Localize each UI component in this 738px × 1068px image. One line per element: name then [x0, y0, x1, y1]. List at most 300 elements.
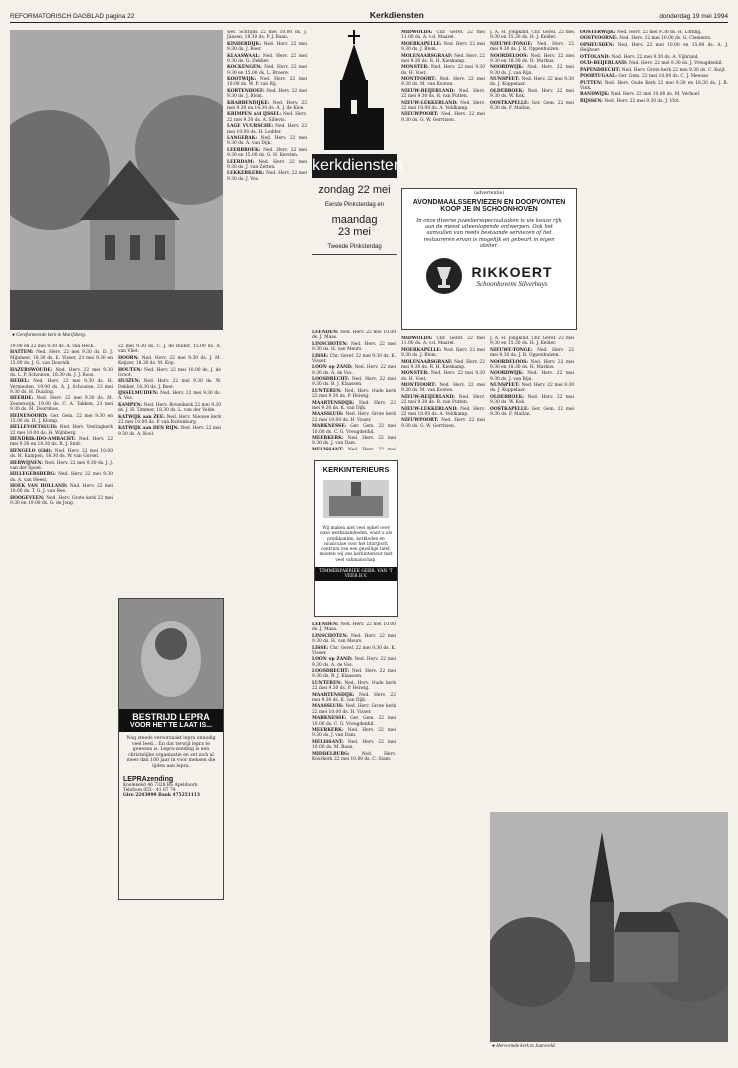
service-entry	[312, 716, 396, 727]
place-name: NUNSPEET:	[490, 77, 522, 83]
place-name: MARKNESSE:	[312, 424, 351, 430]
service-entry	[401, 54, 485, 65]
service-text: Ned. Herv. Grote kerk 22 mei 10.00 ds. H. Visser.	[312, 704, 396, 715]
service-text: Ned. Herv. Grote kerk 22 mei 9.30 en 19.00 ds. G. de Jong.	[10, 495, 113, 507]
place-name: MOLENAARSGRAAF:	[401, 53, 455, 59]
service-entry	[401, 383, 485, 394]
service-entry	[490, 101, 574, 112]
service-entry	[118, 403, 221, 414]
service-text: Ned. Herv. Oude kerk 22 mei 9.30 ds. P. Heiwig.	[312, 388, 396, 400]
place-name: LOOSDRECHT:	[312, 669, 352, 675]
service-text: Ned. Herv. 22 mei 9.30 ds. R. H. Kieskamp.	[401, 359, 485, 370]
service-entry	[490, 407, 574, 418]
service-text: Ned. Herv. 22 mei 9.30 ds. H. van Meurs.	[312, 633, 396, 645]
service-entry	[10, 472, 113, 483]
service-entry	[312, 401, 396, 412]
service-entry	[401, 336, 485, 347]
service-entry	[227, 171, 307, 182]
place-name: MAASSLUIS:	[312, 704, 346, 710]
place-name: MARKNESSE:	[312, 716, 351, 722]
place-name: HELLEVOETSLUIS:	[10, 425, 60, 431]
place-name: IJSSELMUIDEN:	[118, 391, 161, 397]
place-name: PAPENDRECHT:	[580, 67, 622, 73]
child-photo	[119, 599, 223, 709]
place-name: OUD-BEIJERLAND:	[580, 61, 630, 67]
place-name: LANGERAK:	[227, 136, 261, 142]
service-text: Ned. Herv. 22 mei 9.30 ds. H. Vermeulen, 19.00 ds. A. J. Schouten, 23 mei 9.30 ds. H. Duizing.	[10, 379, 113, 395]
kerkdiensten-title: kerkdiensten	[312, 154, 397, 178]
service-entry	[10, 437, 113, 448]
service-text: Ned. Herv. 22 mei 10.00 ds. H. Lodder.	[227, 124, 307, 135]
place-name: NIEUW-LEKKERLAND:	[401, 100, 461, 106]
service-text: Ned. Herv. Vestingkerk 22 mei 10.00 ds. H. Wijnberg.	[10, 425, 113, 436]
place-name: NOORDWIJK:	[490, 65, 528, 71]
service-text: Chr. Geref. 22 mei 9.30 ds. K. Visser.	[312, 645, 396, 656]
place-name: HAZERSWOUDE:	[10, 367, 56, 373]
place-name: LEERDAM:	[227, 159, 259, 165]
service-text: Ger. Gem. 22 mei 9.30 en 15.00 ds. H. J. Klomp.	[10, 413, 113, 424]
service-text: Ned. Herv. 22 mei 9.30 ds. J. J. van der Spoel.	[10, 460, 113, 471]
service-text: Ned. Herv. 22 mei 9.30 ds. H. van Meurs.	[312, 341, 396, 353]
place-name: LEKKERKERK:	[227, 171, 267, 177]
service-entry	[10, 344, 113, 349]
service-date-2: 23 mei	[337, 226, 372, 238]
service-entry	[401, 89, 485, 100]
service-text: Ned. Herv. 22 mei 10.00 en 15.00 ds. A. J. Heijboer.	[580, 42, 728, 54]
place-name: NIEUWE-TONGE:	[490, 41, 538, 47]
service-entry	[401, 395, 485, 406]
service-entry	[312, 436, 396, 447]
photo-caption-2: ● Hervormde kerk te Jaarsveld.	[492, 1044, 556, 1049]
service-text: Ned. Herv. 22 mei 9.30 ds. J. R. Oppenhuizen.	[490, 41, 574, 53]
lepra-banner-1: BESTRIJD LEPRA	[132, 712, 210, 722]
service-entry	[312, 646, 396, 657]
service-text: Ned. Herv. 22 mei 9.30 ds. W. Kok.	[490, 88, 574, 100]
place-name: NUNSPEET:	[490, 383, 522, 389]
service-entry	[312, 634, 396, 645]
service-entry	[490, 348, 574, 359]
service-text: Ned. Herv. 22 mei 9.30 ds. J. Blom.	[401, 41, 485, 53]
service-entry	[312, 330, 396, 341]
service-entry	[490, 42, 574, 53]
service-entry	[227, 148, 307, 159]
service-entry	[401, 360, 485, 371]
service-entry	[10, 414, 113, 425]
place-name: NIEUWPOORT:	[401, 418, 442, 424]
service-entry	[312, 342, 396, 353]
service-entry	[227, 101, 307, 112]
service-text: Ned. Herv. 22 mei 9.30 en 15.00 ds. L. Broere.	[227, 65, 307, 76]
place-name: MAARTENSDIJK:	[312, 400, 359, 406]
place-name: KATWIJK aan ZEE:	[118, 414, 167, 420]
place-name: POORTUGAAL:	[580, 74, 619, 80]
service-text: Ned. Herv. 22 mei 9.30 en 18.30 ds. H. Markus.	[490, 359, 574, 370]
place-name: MEERKERK:	[312, 728, 348, 734]
place-name: RANDWIJK:	[580, 92, 611, 98]
service-entry	[227, 112, 307, 123]
place-name: LISSE:	[312, 353, 330, 359]
place-name: HEDEL:	[10, 379, 34, 385]
column-5-lower	[401, 336, 485, 1051]
place-name: KORTENHOEF:	[227, 88, 267, 94]
header-left: REFORMATORISCH DAGBLAD pagina 22	[10, 13, 135, 20]
kerkdiensten-header	[312, 30, 403, 320]
service-text: Ned. Herv. 22 mei 9.30 ds. G. W. Gerritsen.	[401, 418, 485, 429]
service-text: 19.00 en 22 mei 9.30 ds. A. van Heck.	[10, 344, 95, 349]
place-name: NIEUWPOORT:	[401, 112, 442, 118]
place-name: OOSTERWIJK:	[580, 30, 618, 35]
service-entry	[490, 371, 574, 382]
service-text: Ned. Herv. 22 mei 9.30 ds. H. Voet.	[401, 65, 485, 76]
service-text: Ned. Herv. 22 mei 9.30 ds. J. van Dam.	[312, 728, 396, 739]
service-entry	[312, 704, 396, 715]
service-text: Ned. Herv. 22 mei 9.30 ds. A. de Vos.	[312, 365, 396, 376]
place-name: NIEUW-BEIJERLAND:	[401, 88, 459, 94]
service-entry	[490, 336, 574, 347]
service-entry	[312, 693, 396, 704]
service-text: Ned. Herv. 22 mei 9.30 ds. K. van Dijk.	[312, 400, 396, 411]
service-text: Ned. Herv. 22 mei 9.30 ds. J. van Dam.	[312, 436, 396, 447]
service-text: Ned. Herv. Nieuwe kerk 22 mei 10.00 ds. P. van Ruitenburg.	[118, 414, 221, 425]
lepra-banner-2: VOOR HET TE LAAT IS...	[130, 722, 212, 729]
service-entry	[118, 368, 221, 379]
place-name: LUNTEREN:	[312, 680, 345, 686]
service-entry	[580, 92, 728, 97]
place-name: RIJSSEN:	[580, 98, 605, 104]
service-entry	[118, 426, 221, 437]
place-name	[312, 448, 348, 450]
place-name: HOUTEN:	[118, 367, 144, 373]
service-entry	[10, 496, 113, 507]
lepra-phone: Telefoon 055 - 41 67 74	[123, 787, 176, 793]
service-text: Ned. Herv. 22 mei 9.30 ds. J. M. Keijzer, 18.30 ds. M. Kop.	[118, 355, 221, 367]
service-text: J. A. H. Jongkind, Chr. Geref. 22 mei 9.30 en 15.30 ds. H. J. Kelder.	[490, 336, 574, 347]
place-name: NIEUW-LEKKERLAND:	[401, 406, 461, 412]
service-text: Chr. Geref. 22 mei 9.30 ds. K. Visser.	[312, 353, 396, 364]
service-entry	[401, 371, 485, 382]
service-text: Ned. Herv. Grote kerk 22 mei 10.00 ds. H. Visser.	[312, 412, 396, 423]
service-text: J. A. H. Jongkind, Chr. Geref. 22 mei 9.30 en 15.30 ds. H. J. Kelder.	[490, 30, 574, 41]
service-text: Ger. Gem. 22 mei 9.30 ds. F. Mallan.	[490, 100, 574, 111]
rikkoert-title: AVONDMAALSSERVIEZEN EN DOOPVONTEN KOOP JE IN SCHOONHOVEN	[412, 199, 566, 213]
service-text: Ned. Herv. 22 mei 10.00 ds. T. G. J. van Ree.	[10, 484, 113, 495]
service-text: Ned. Herv. 22 mei 9.30 ds. A. Kool.	[118, 426, 221, 437]
place-name: LEERBROEK:	[227, 147, 264, 153]
service-entry	[227, 136, 307, 147]
service-entry	[312, 622, 396, 633]
service-text: Ger. Gem. 22 mei 10.00 ds. C. G. Vreugdenhil.	[312, 424, 396, 435]
service-text: Ned. Herv. 22 mei 9.30 ds. R. van Putten.	[401, 394, 485, 406]
service-entry	[312, 389, 396, 400]
service-text: Ned. Herv. 22 mei 9.30 ds. L. P. Schouten, 18.30 ds. J. J. Roos.	[10, 367, 113, 378]
service-entry	[227, 54, 307, 65]
place-name: KAMPEN:	[118, 402, 144, 408]
service-text: Ned. Herv. 22 mei 9.30 ds. M. van Kooten.	[401, 383, 485, 394]
service-entry	[401, 418, 485, 429]
chalice-icon	[425, 257, 463, 295]
service-text: Ned. Herv. 22 mei 9.30 ds. H. Voet.	[401, 371, 485, 382]
service-text: Ned. Herv. 22 mei 9.30 en 14.30 ds. A. J. de Kloe.	[227, 100, 307, 111]
service-entry	[490, 360, 574, 371]
service-entry	[312, 752, 396, 763]
service-entry	[490, 65, 574, 76]
service-text: Ned. Herv. 22 mei 9.30 ds. M. van Kooten.	[401, 77, 485, 88]
place-name: KRABBENDIJKE:	[227, 100, 273, 106]
service-entry	[490, 30, 574, 41]
service-entry	[118, 344, 221, 355]
kerkinterieurs-title: KERKINTERIEURS	[322, 465, 390, 474]
service-text: Ned. Herv. 22 mei 9.30 ds. J. Blom.	[401, 347, 485, 359]
maandag: maandag	[331, 214, 378, 226]
service-text: Chr. Geref. 22 mei 11.00 ds. A. v.d. Maarel.	[401, 336, 485, 347]
service-entry	[401, 112, 485, 123]
service-text: Ned. Herv. 22 mei 10.00 ds. H. Kampen, 18.30 ds. W. van Gorsel.	[10, 448, 113, 460]
service-entry	[227, 65, 307, 76]
lepra-address: Koolenesd 46 7328 BS Apeldoorn	[123, 782, 198, 788]
service-text: Ned. Herv. 22 mei 9.30 en 18.30 ds. H. Markus.	[490, 53, 574, 64]
service-entry	[118, 379, 221, 390]
service-entry	[312, 728, 396, 739]
service-text: Ned. Herv. 22 mei 10.00 ds. M. Verhoef.	[610, 92, 701, 98]
service-entry	[10, 379, 113, 395]
service-entry	[10, 449, 113, 460]
place-name: HERWIJNEN:	[10, 460, 45, 466]
service-entry	[227, 89, 307, 100]
service-entry	[118, 356, 221, 367]
service-text: Ned. Herv. 22 mei 10.00 ds. W. P. van Rij.	[227, 77, 307, 88]
service-text: Ned. Herv. Oude Kerk 22 mei 9.30 en 18.30 ds. J. B. Vink.	[580, 80, 728, 91]
service-text: Ger. Gem. 22 mei 10.00 ds. C. G. Vreugdenhil.	[312, 716, 396, 727]
service-text: Ned. Herv. 22 mei 9.30 ds. M. Zeelenwijk, 19.00 ds. C. A. Takken, 23 mei 9.30 ds. M. Doornbos.	[10, 396, 113, 413]
service-date: zondag 22 mei	[318, 184, 391, 196]
service-text: Ned. Herv. 22 mei 9.30 en 18.30 ds. R. J. Smit.	[10, 437, 113, 448]
place-name: LEENDEN:	[312, 622, 341, 627]
service-text: Ger. Gem. 22 mei 9.30 ds. F. Mallan.	[490, 406, 574, 417]
place-name: NOORDWIJK:	[490, 371, 528, 377]
service-entry	[580, 99, 728, 104]
service-text: Ned. Herv. 22 mei 9.30 ds. R. H. Kieskamp.	[401, 53, 485, 64]
place-name: MOERKAPELLE:	[401, 347, 444, 353]
place-name: MAASSLUIS:	[312, 412, 346, 418]
service-text: Ned. Herv. Koorkerk 22 mei 10.00 ds. C. Stam.	[312, 751, 396, 762]
service-text: Ned. Herv. 22 mei 9.30 ds. A. van Heest.	[10, 472, 113, 483]
service-entry	[401, 407, 485, 418]
place-name: MONTFOORT:	[401, 77, 440, 83]
rikkoert-sub: Schoonhovens Silverhuys	[476, 280, 548, 289]
rikkoert-text: In onze diverse juweliersspeciaalzaken is uw keuze rijk aan de meest uiteenlopende ontwerpen. Ook het aanvullen van reeds bestaande serviezen of het restaureren ervan is mogelijk en gebeurt in eigen atelier.	[416, 218, 562, 249]
service-entry	[227, 124, 307, 135]
service-text: Ned. Herv. 22 mei 9.30 ds. J. Vreugdenhil.	[629, 61, 723, 67]
place-name: LINSCHOTEN:	[312, 341, 351, 347]
place-name: MONTFOORT:	[401, 383, 440, 389]
service-text: Ned. Herv. 22 mei 9.30 ds. J. Koppelaar.	[490, 77, 574, 88]
service-entry	[580, 43, 728, 54]
service-text: Ned. Herv. Oude kerk 22 mei 9.30 ds. P. Heiwig.	[312, 680, 396, 692]
place-name: OLDEBROEK:	[490, 394, 528, 400]
service-text: Ned. Herv. 22 mei 9.30 ds. W. Kok.	[490, 394, 574, 406]
service-text: Ned. Herv. 22 mei 9.30 ds. J. Boer.	[227, 41, 307, 53]
place-name: MOERKAPELLE:	[401, 41, 444, 47]
service-entry	[312, 377, 396, 388]
place-name: LEENDEN:	[312, 330, 341, 335]
place-name: HEINENOORD:	[10, 413, 51, 419]
service-text: Ned. Herv. 22 mei 9.30 ds. R. van Putten.	[401, 88, 485, 100]
place-name: KRIMPEN a/d IJSSEL:	[227, 112, 283, 118]
service-entry	[401, 42, 485, 53]
feast-1: Eerste Pinksterdag en	[324, 202, 385, 208]
place-name: MELISSANT:	[312, 739, 348, 745]
column-5	[401, 30, 485, 180]
place-name: MIDWOLDA:	[401, 336, 437, 341]
service-entry	[580, 74, 728, 79]
service-entry	[580, 30, 728, 35]
service-entry	[10, 461, 113, 472]
service-entry	[580, 36, 728, 41]
service-text: Ned. Herv. 22 mei 10.00 ds. A. Veldkamp.	[401, 406, 485, 417]
place-name: LAGE VUURSCHE:	[227, 124, 276, 130]
service-text: Ned. Herv. 22 mei 9.30 ds. A. van Dijk.	[227, 136, 307, 147]
service-entry	[227, 77, 307, 88]
service-entry	[227, 42, 307, 53]
place-name: MIDDELBURG:	[312, 751, 362, 757]
service-entry	[118, 391, 221, 402]
place-name: PUTTEN:	[580, 80, 605, 86]
service-entry	[490, 54, 574, 65]
service-text: Ned. Herv. 22 mei 9.30 ds. G. Dekker.	[227, 53, 307, 64]
service-entry	[312, 412, 396, 423]
service-entry	[312, 448, 396, 450]
service-text: Ned. Herv. 22 mei 9.30 ds. J. Koppelaar.	[490, 383, 574, 394]
place-name: LOON op ZAND:	[312, 365, 355, 371]
service-text: Ned. Herv. 22 mei 9.30 ds. J. van Rijn.	[490, 65, 574, 76]
kerkinterieurs-advertisement	[314, 460, 398, 617]
place-name: HOEK VAN HOLLAND:	[10, 484, 70, 490]
service-text: Ned. Herv. Grote kerk 22 mei 9.30 ds. C. Kuijt.	[621, 67, 727, 73]
service-text: wet. Schrijns 22 mei 10.00 ds. J. Jansen, 18.30 ds. P. J. Baan.	[227, 30, 307, 41]
place-name: MOLENAARSGRAAF:	[401, 359, 455, 365]
place-name: LUNTEREN:	[312, 388, 345, 394]
service-text: Ned. Herv. 22 mei 9.30 en 15.00 ds. G. H. Kersten.	[227, 147, 307, 159]
place-name: MAARTENSDIJK:	[312, 692, 359, 698]
service-entry	[10, 350, 113, 366]
service-text: Ned. Herv. 22 mei 9.30 ds. A. Vos.	[118, 391, 221, 402]
place-name: OLDEBROEK:	[490, 88, 528, 94]
place-name: MIDWOLDA:	[401, 30, 437, 35]
place-name: NIEUW-BEIJERLAND:	[401, 394, 459, 400]
column-1	[10, 344, 113, 1056]
header-section: Kerkdiensten	[369, 10, 424, 20]
kerkinterieurs-footer: TIMMERFABRIEK GEBR. VAN 'T VEER B.V.	[315, 567, 397, 581]
service-text: Ned. Herv. 22 mei 10.00 ds. J. Maas.	[312, 622, 396, 633]
place-name: NIEUWE-TONGE:	[490, 347, 538, 353]
place-name: HOOGEVEEN:	[10, 495, 47, 501]
service-text: Ned. Herv. 22 mei 10.00 ds. G. Clements.	[619, 36, 712, 42]
column-7	[580, 30, 728, 810]
service-entry	[118, 415, 221, 426]
place-name: HOORN:	[118, 355, 142, 361]
service-text: Ned. Herv. 22 mei 10.00 ds. A. Veldkamp.	[401, 100, 485, 111]
place-name: OPHEUSDEN:	[580, 42, 618, 48]
service-text: Ned. Herv. 22 mei 9.30 ds. W. Dekker, 18.30 ds. J. Boer.	[118, 379, 221, 390]
service-entry	[490, 395, 574, 406]
church-photo-1	[10, 30, 223, 330]
feast-2: Tweede Pinksterdag	[312, 244, 397, 255]
lepra-giro: Giro 2243999 Bank 475251113	[123, 792, 200, 798]
rikkoert-brand: RIKKOERT	[471, 264, 553, 281]
place-name: HENGELO (Gld):	[10, 448, 55, 454]
service-entry	[401, 101, 485, 112]
column-6	[490, 30, 574, 180]
service-text: Chr. Geref. 22 mei 11.00 ds. A. v.d. Maarel.	[401, 30, 485, 41]
rikkoert-advertisement	[401, 188, 577, 330]
service-entry	[401, 30, 485, 41]
service-text: Ned. Herv. 22 mei 9.30 ds. J. van Rijn.	[490, 371, 574, 382]
place-name: HUIZEN:	[118, 379, 144, 385]
service-entry	[401, 348, 485, 359]
service-text: 22 mei 9.30 ds. C. J. de Ruiter, 15.00 ds. A. van Vliet.	[118, 344, 221, 355]
column-3	[227, 30, 307, 1055]
place-name: KOCKENGEN:	[227, 65, 265, 71]
service-text: Ned. Herv. 22 mei 9.30 ds. J. Blom.	[227, 88, 307, 100]
service-text: Ned. Herv. Bovenkerk 22 mei 9.30 ds. J. H. Timmer, 18.30 ds. L. van der Velde.	[118, 402, 221, 414]
service-entry	[580, 68, 728, 73]
place-name: HILLEGERSBERG:	[10, 472, 59, 478]
place-name: OOSTKAPELLE:	[490, 100, 532, 106]
lepra-org: LEPRAzending	[123, 775, 174, 783]
service-text: Ned. Herv. 22 mei 9.30 ds. J. Vos.	[227, 171, 307, 182]
service-entry	[490, 383, 574, 394]
service-text: Ned. Herv. 22 mei 9.30 ds. H. Loffing.	[617, 30, 702, 35]
service-entry	[227, 160, 307, 171]
photo-caption-1: ● Gereformeerde kerk te Marifsberg.	[12, 333, 86, 338]
service-entry	[580, 61, 728, 66]
service-entry	[490, 89, 574, 100]
place-name: MEERKERK:	[312, 436, 348, 442]
column-6-lower	[490, 336, 574, 806]
service-entry	[312, 669, 396, 680]
page-header	[10, 6, 728, 23]
service-entry	[580, 55, 728, 60]
header-date: donderdag 19 mei 1994	[659, 13, 728, 20]
church-photo-2	[490, 812, 728, 1042]
service-entry	[580, 81, 728, 92]
service-text: Ned. Herv. 22 mei 9.30 ds. A. Sillevis.	[227, 112, 307, 123]
service-entry	[490, 77, 574, 88]
column-2	[118, 344, 221, 596]
service-entry	[10, 396, 113, 412]
ad-label: (advertentie)	[473, 191, 505, 196]
service-entry	[312, 740, 396, 751]
place-name: KINDERDIJK:	[227, 41, 264, 47]
place-name: HATTEM:	[10, 350, 37, 356]
service-entry	[312, 657, 396, 668]
place-name: HEERDE:	[10, 396, 37, 402]
place-name: OOSTVOORNE:	[580, 36, 620, 42]
place-name: HENDRIK-IDO-AMBACHT:	[10, 437, 79, 443]
service-entry	[312, 354, 396, 365]
lepra-text: Nog steeds veroorzaakt lepra onnodig veel leed... En dat terwijl lepra te genezen is. Lepra-zending is een christelijke organisatie en zet zich al meer dan 100 jaar in voor mensen die lijden aan lepra.	[126, 736, 216, 769]
service-text: Ned. Herv. 22 mei 10.00 ds. M. Baan.	[312, 739, 396, 751]
lepra-advertisement	[118, 598, 224, 900]
place-name: NOORDELOOS:	[490, 359, 531, 365]
service-entry	[401, 77, 485, 88]
service-entry	[312, 424, 396, 435]
service-entry	[10, 425, 113, 436]
place-name: KLAASWAAL:	[227, 53, 263, 59]
service-text: Ned. Herv. 22 mei 9.30 ds. J. Vlot.	[604, 98, 680, 104]
place-name: OTTOLAND:	[580, 54, 612, 60]
service-text: Ned. Herv. 22 mei 10.00 ds. J. de Groot.	[118, 367, 221, 378]
